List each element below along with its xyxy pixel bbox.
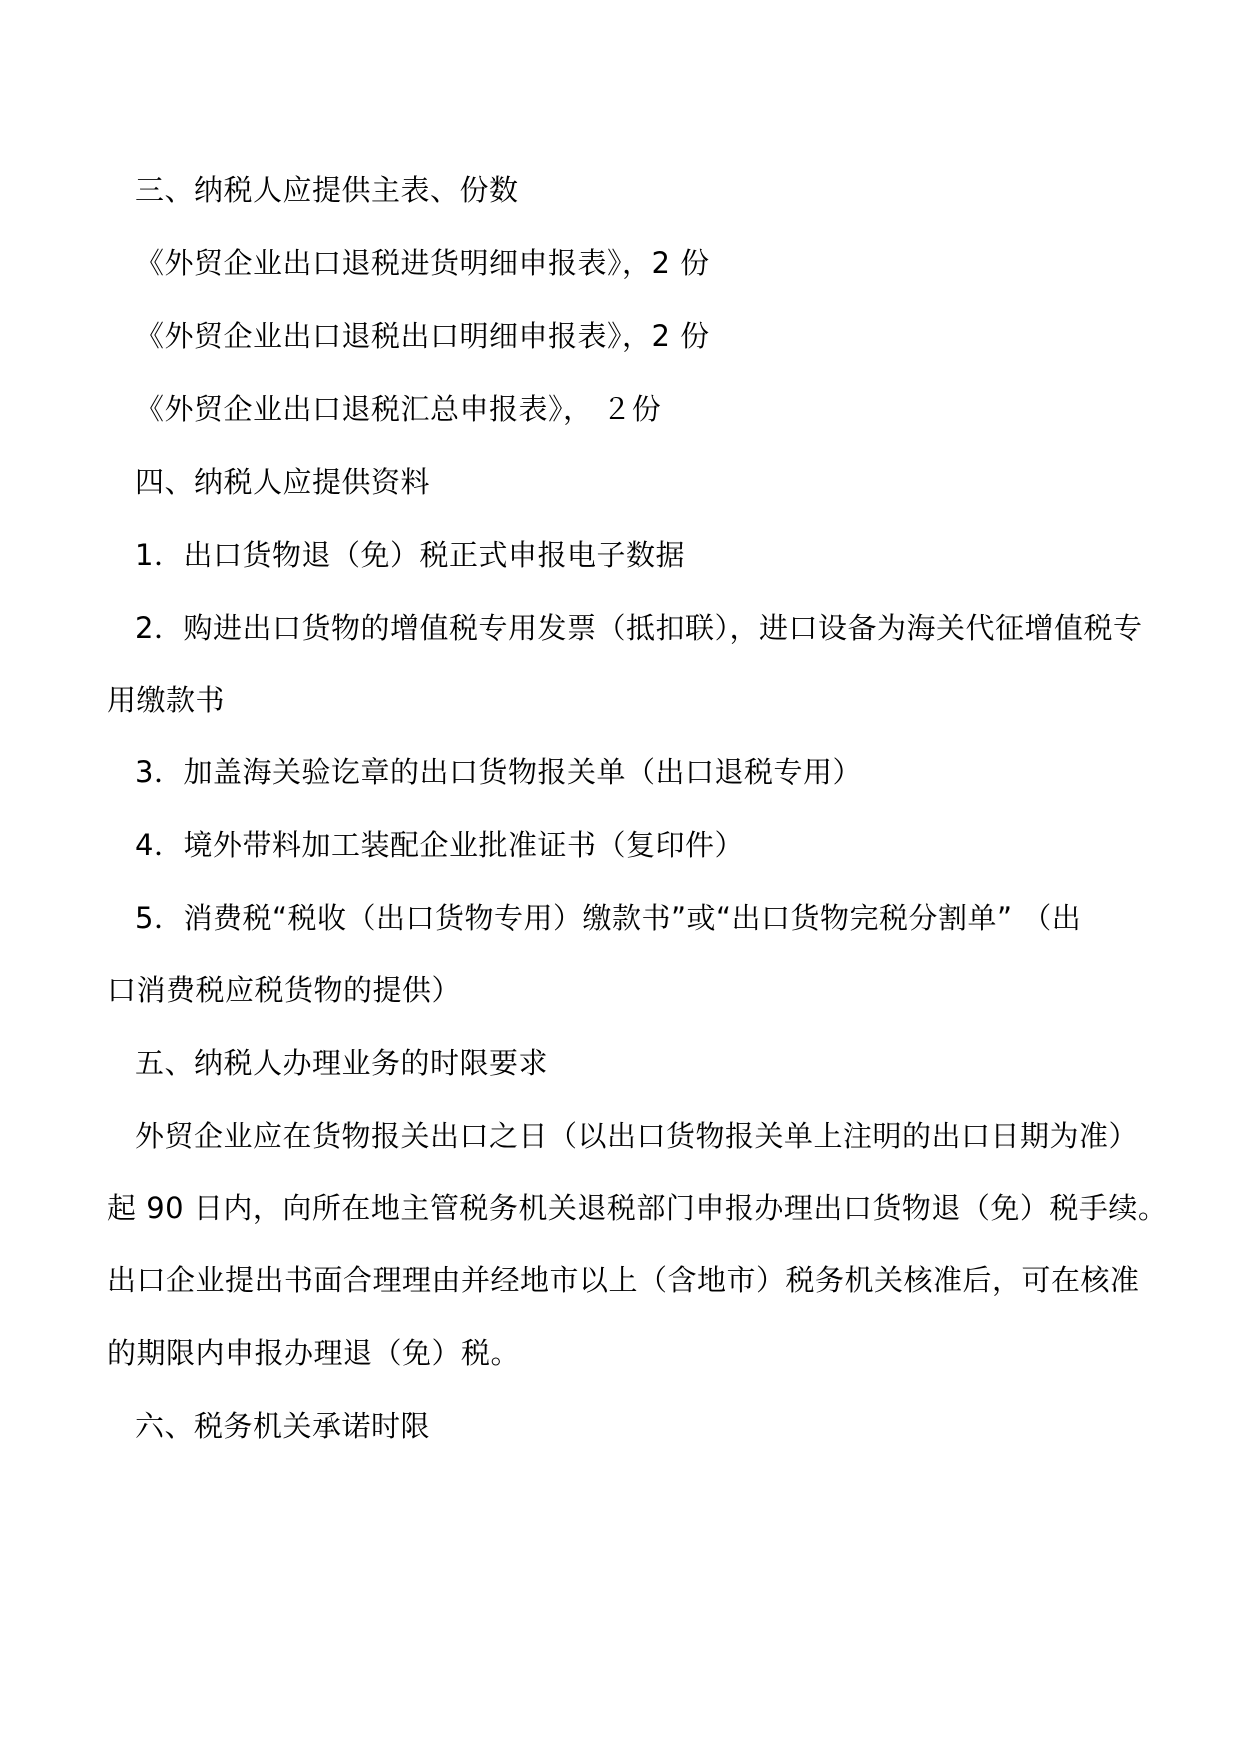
paragraph-line-4: 的期限内申报办理退（免）税。 [107, 1336, 521, 1370]
material-item-5-continued: 口消费税应税货物的提供） [107, 973, 462, 1007]
material-item-4: 4．境外带料加工装配企业批准证书（复印件） [135, 828, 744, 862]
material-item-2-continued: 用缴款书 [107, 683, 226, 717]
section-heading-4: 四、纳税人应提供资料 [135, 465, 431, 499]
form-item-summary: 《外贸企业出口退税汇总申报表》， ２份 [135, 392, 662, 426]
form-item-export-detail: 《外贸企业出口退税出口明细申报表》，2 份 [135, 319, 710, 353]
material-item-1: 1．出口货物退（免）税正式申报电子数据 [135, 538, 685, 572]
material-item-5: 5．消费税“税收（出口货物专用）缴款书”或“出口货物完税分割单” （出 [135, 901, 1082, 935]
paragraph-line-2: 起 90 日内，向所在地主管税务机关退税部门申报办理出口货物退（免）税手续。 [107, 1191, 1168, 1225]
section-heading-5: 五、纳税人办理业务的时限要求 [135, 1046, 549, 1080]
paragraph-line-1: 外贸企业应在货物报关出口之日（以出口货物报关单上注明的出口日期为准） [135, 1119, 1139, 1153]
form-item-purchase-detail: 《外贸企业出口退税进货明细申报表》，2 份 [135, 246, 710, 280]
paragraph-line-3: 出口企业提出书面合理理由并经地市以上（含地市）税务机关核准后，可在核准 [107, 1263, 1140, 1297]
material-item-2: 2．购进出口货物的增值税专用发票（抵扣联），进口设备为海关代征增值税专 [135, 611, 1143, 645]
material-item-3: 3．加盖海关验讫章的出口货物报关单（出口退税专用） [135, 755, 862, 789]
section-heading-3: 三、纳税人应提供主表、份数 [135, 173, 519, 207]
section-heading-6: 六、税务机关承诺时限 [135, 1409, 431, 1443]
